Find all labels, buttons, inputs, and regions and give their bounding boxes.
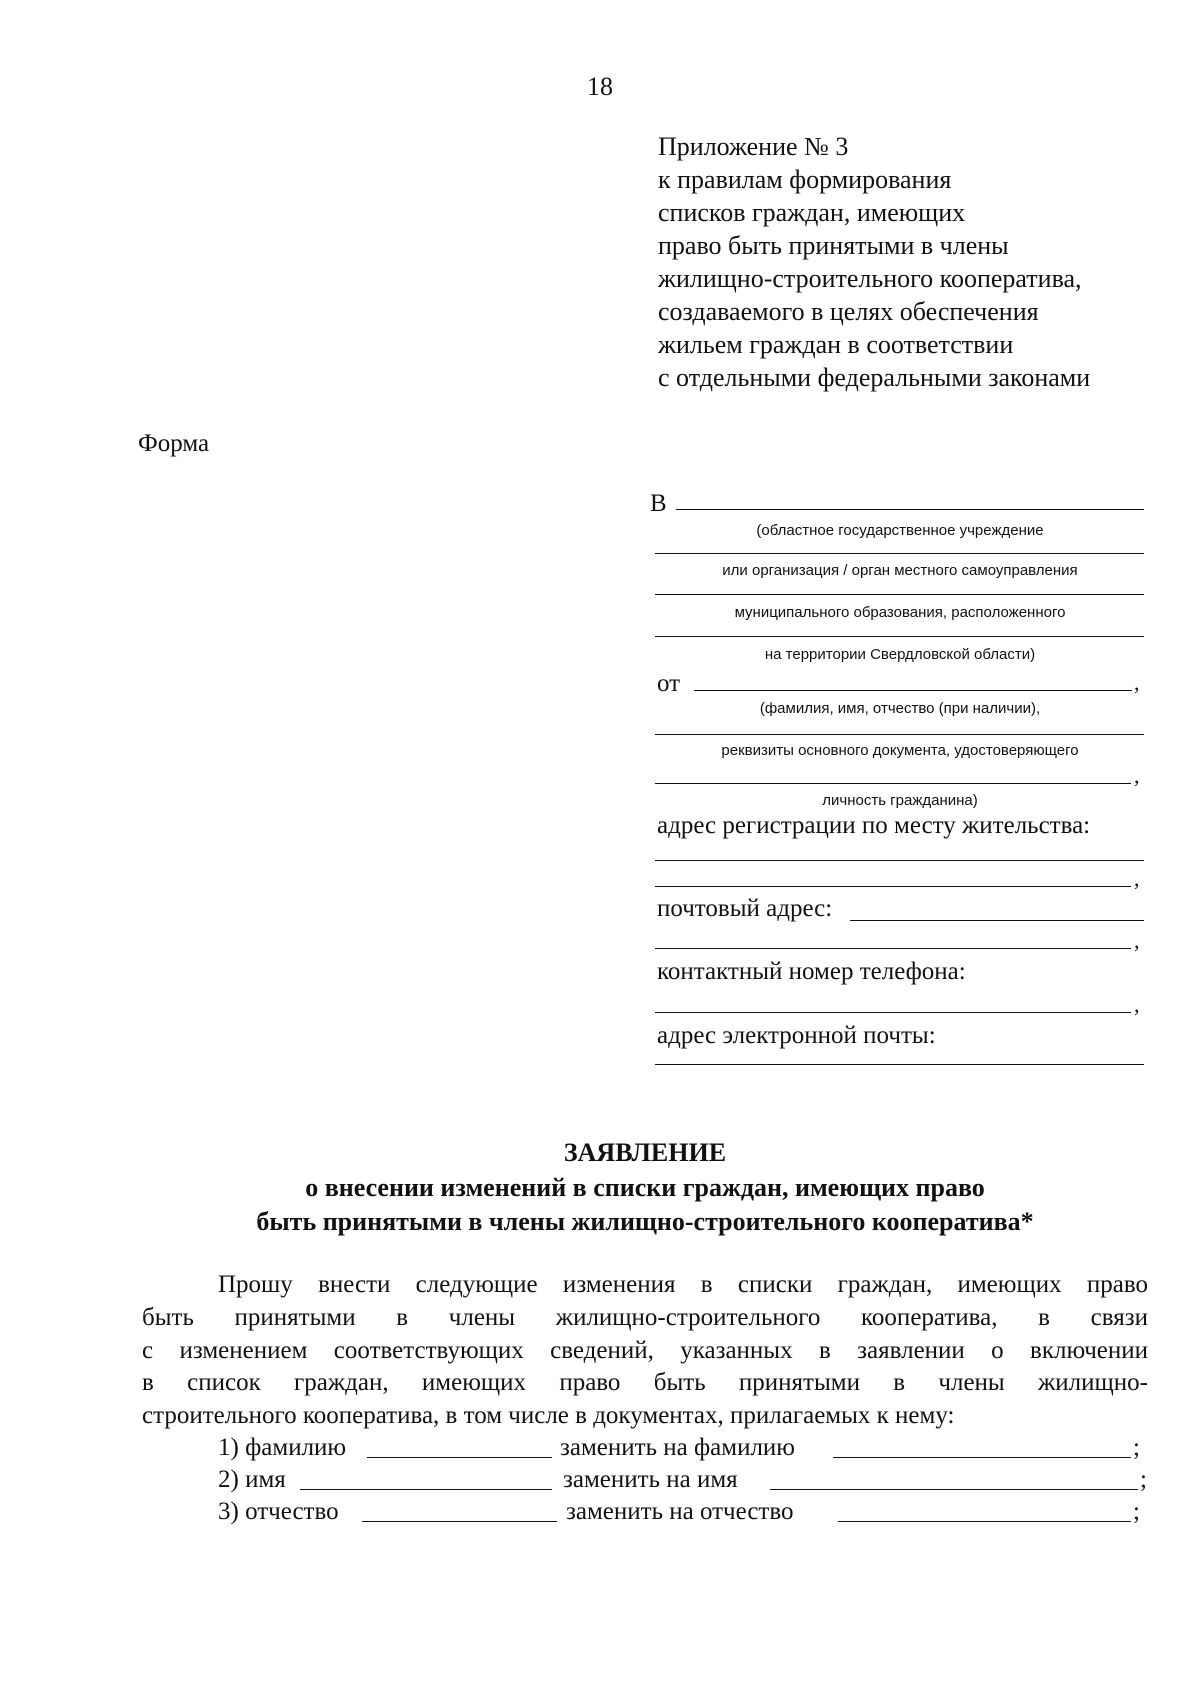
comma: , xyxy=(1134,670,1140,695)
statement-title: ЗАЯВЛЕНИЕ xyxy=(563,1138,727,1167)
statement-body-line: с изменением соответствующих сведений, указанных в заявлении о включении xyxy=(142,1337,1148,1364)
to-caption: или организация / орган местного самоуправления xyxy=(722,562,1078,579)
statement-body-line: Прошу внести следующие изменения в списки граждан, имеющих право xyxy=(218,1271,1148,1298)
registration-address-line[interactable] xyxy=(655,886,1131,887)
postal-address-line[interactable] xyxy=(850,920,1144,921)
to-prefix: В xyxy=(650,490,667,517)
item-replace-label: заменить на имя xyxy=(563,1466,738,1493)
new-patronymic-field[interactable] xyxy=(838,1521,1131,1522)
item-replace-label: заменить на отчество xyxy=(566,1498,794,1525)
comma: , xyxy=(1134,763,1140,788)
appendix-line: жилищно-строительного кооператива, xyxy=(658,264,1082,293)
to-caption: муниципального образования, расположенного xyxy=(734,604,1066,621)
to-line[interactable] xyxy=(655,636,1144,637)
form-label: Форма xyxy=(138,430,210,457)
item-end: ; xyxy=(1133,1434,1140,1461)
appendix-heading xyxy=(658,130,1090,394)
appendix-line: жильем граждан в соответствии xyxy=(658,330,1014,359)
old-patronymic-field[interactable] xyxy=(362,1521,557,1522)
from-line[interactable] xyxy=(694,690,1132,691)
registration-address-line[interactable] xyxy=(655,860,1144,861)
comma: , xyxy=(1134,992,1140,1017)
page-number: 18 xyxy=(587,72,613,101)
item-replace-label: заменить на фамилию xyxy=(560,1434,795,1461)
comma: , xyxy=(1134,928,1140,953)
statement-body-line: в список граждан, имеющих право быть принятыми в члены жилищно- xyxy=(142,1369,1148,1396)
registration-address-label: адрес регистрации по месту жительства: xyxy=(657,812,1091,839)
item-label: 3) отчество xyxy=(218,1498,339,1525)
to-caption: (областное государственное учреждение xyxy=(756,522,1044,539)
statement-subtitle: о внесении изменений в списки граждан, имеющих право xyxy=(305,1173,985,1202)
to-line[interactable] xyxy=(655,594,1144,595)
appendix-line: с отдельными федеральными законами xyxy=(658,363,1091,392)
statement-body-line: строительного кооператива, в том числе в документах, прилагаемых к нему: xyxy=(142,1402,955,1429)
from-line[interactable] xyxy=(655,783,1131,784)
postal-address-label: почтовый адрес: xyxy=(657,895,833,922)
postal-address-line[interactable] xyxy=(655,948,1131,949)
item-label: 2) имя xyxy=(218,1466,286,1493)
from-caption: реквизиты основного документа, удостоверяющего xyxy=(721,742,1079,759)
statement-subtitle: быть принятыми в члены жилищно-строительного кооператива* xyxy=(256,1207,1034,1236)
old-surname-field[interactable] xyxy=(367,1457,552,1458)
item-label: 1) фамилию xyxy=(218,1434,347,1461)
comma: , xyxy=(1134,866,1140,891)
phone-label: контактный номер телефона: xyxy=(657,958,966,985)
appendix-line: создаваемого в целях обеспечения xyxy=(658,297,1039,326)
appendix-line: списков граждан, имеющих xyxy=(658,198,966,227)
item-end: ; xyxy=(1140,1466,1147,1493)
from-line[interactable] xyxy=(655,734,1144,735)
appendix-line: к правилам формирования xyxy=(658,165,952,194)
phone-line[interactable] xyxy=(655,1012,1131,1013)
new-surname-field[interactable] xyxy=(833,1457,1131,1458)
to-caption: на территории Свердловской области) xyxy=(764,646,1036,663)
new-name-field[interactable] xyxy=(770,1489,1138,1490)
email-line[interactable] xyxy=(655,1064,1144,1065)
appendix-line: Приложение № 3 xyxy=(658,132,849,161)
from-caption: личность гражданина) xyxy=(822,792,978,809)
statement-body-line: быть принятыми в члены жилищно-строительного кооператива, в связи xyxy=(142,1304,1148,1331)
from-prefix: от xyxy=(657,670,681,697)
to-line[interactable] xyxy=(655,553,1144,554)
email-label: адрес электронной почты: xyxy=(657,1022,936,1049)
from-caption: (фамилия, имя, отчество (при наличии), xyxy=(759,700,1041,717)
to-line[interactable] xyxy=(676,509,1144,510)
appendix-line: право быть принятыми в члены xyxy=(658,231,1009,260)
item-end: ; xyxy=(1133,1498,1140,1525)
old-name-field[interactable] xyxy=(300,1489,552,1490)
